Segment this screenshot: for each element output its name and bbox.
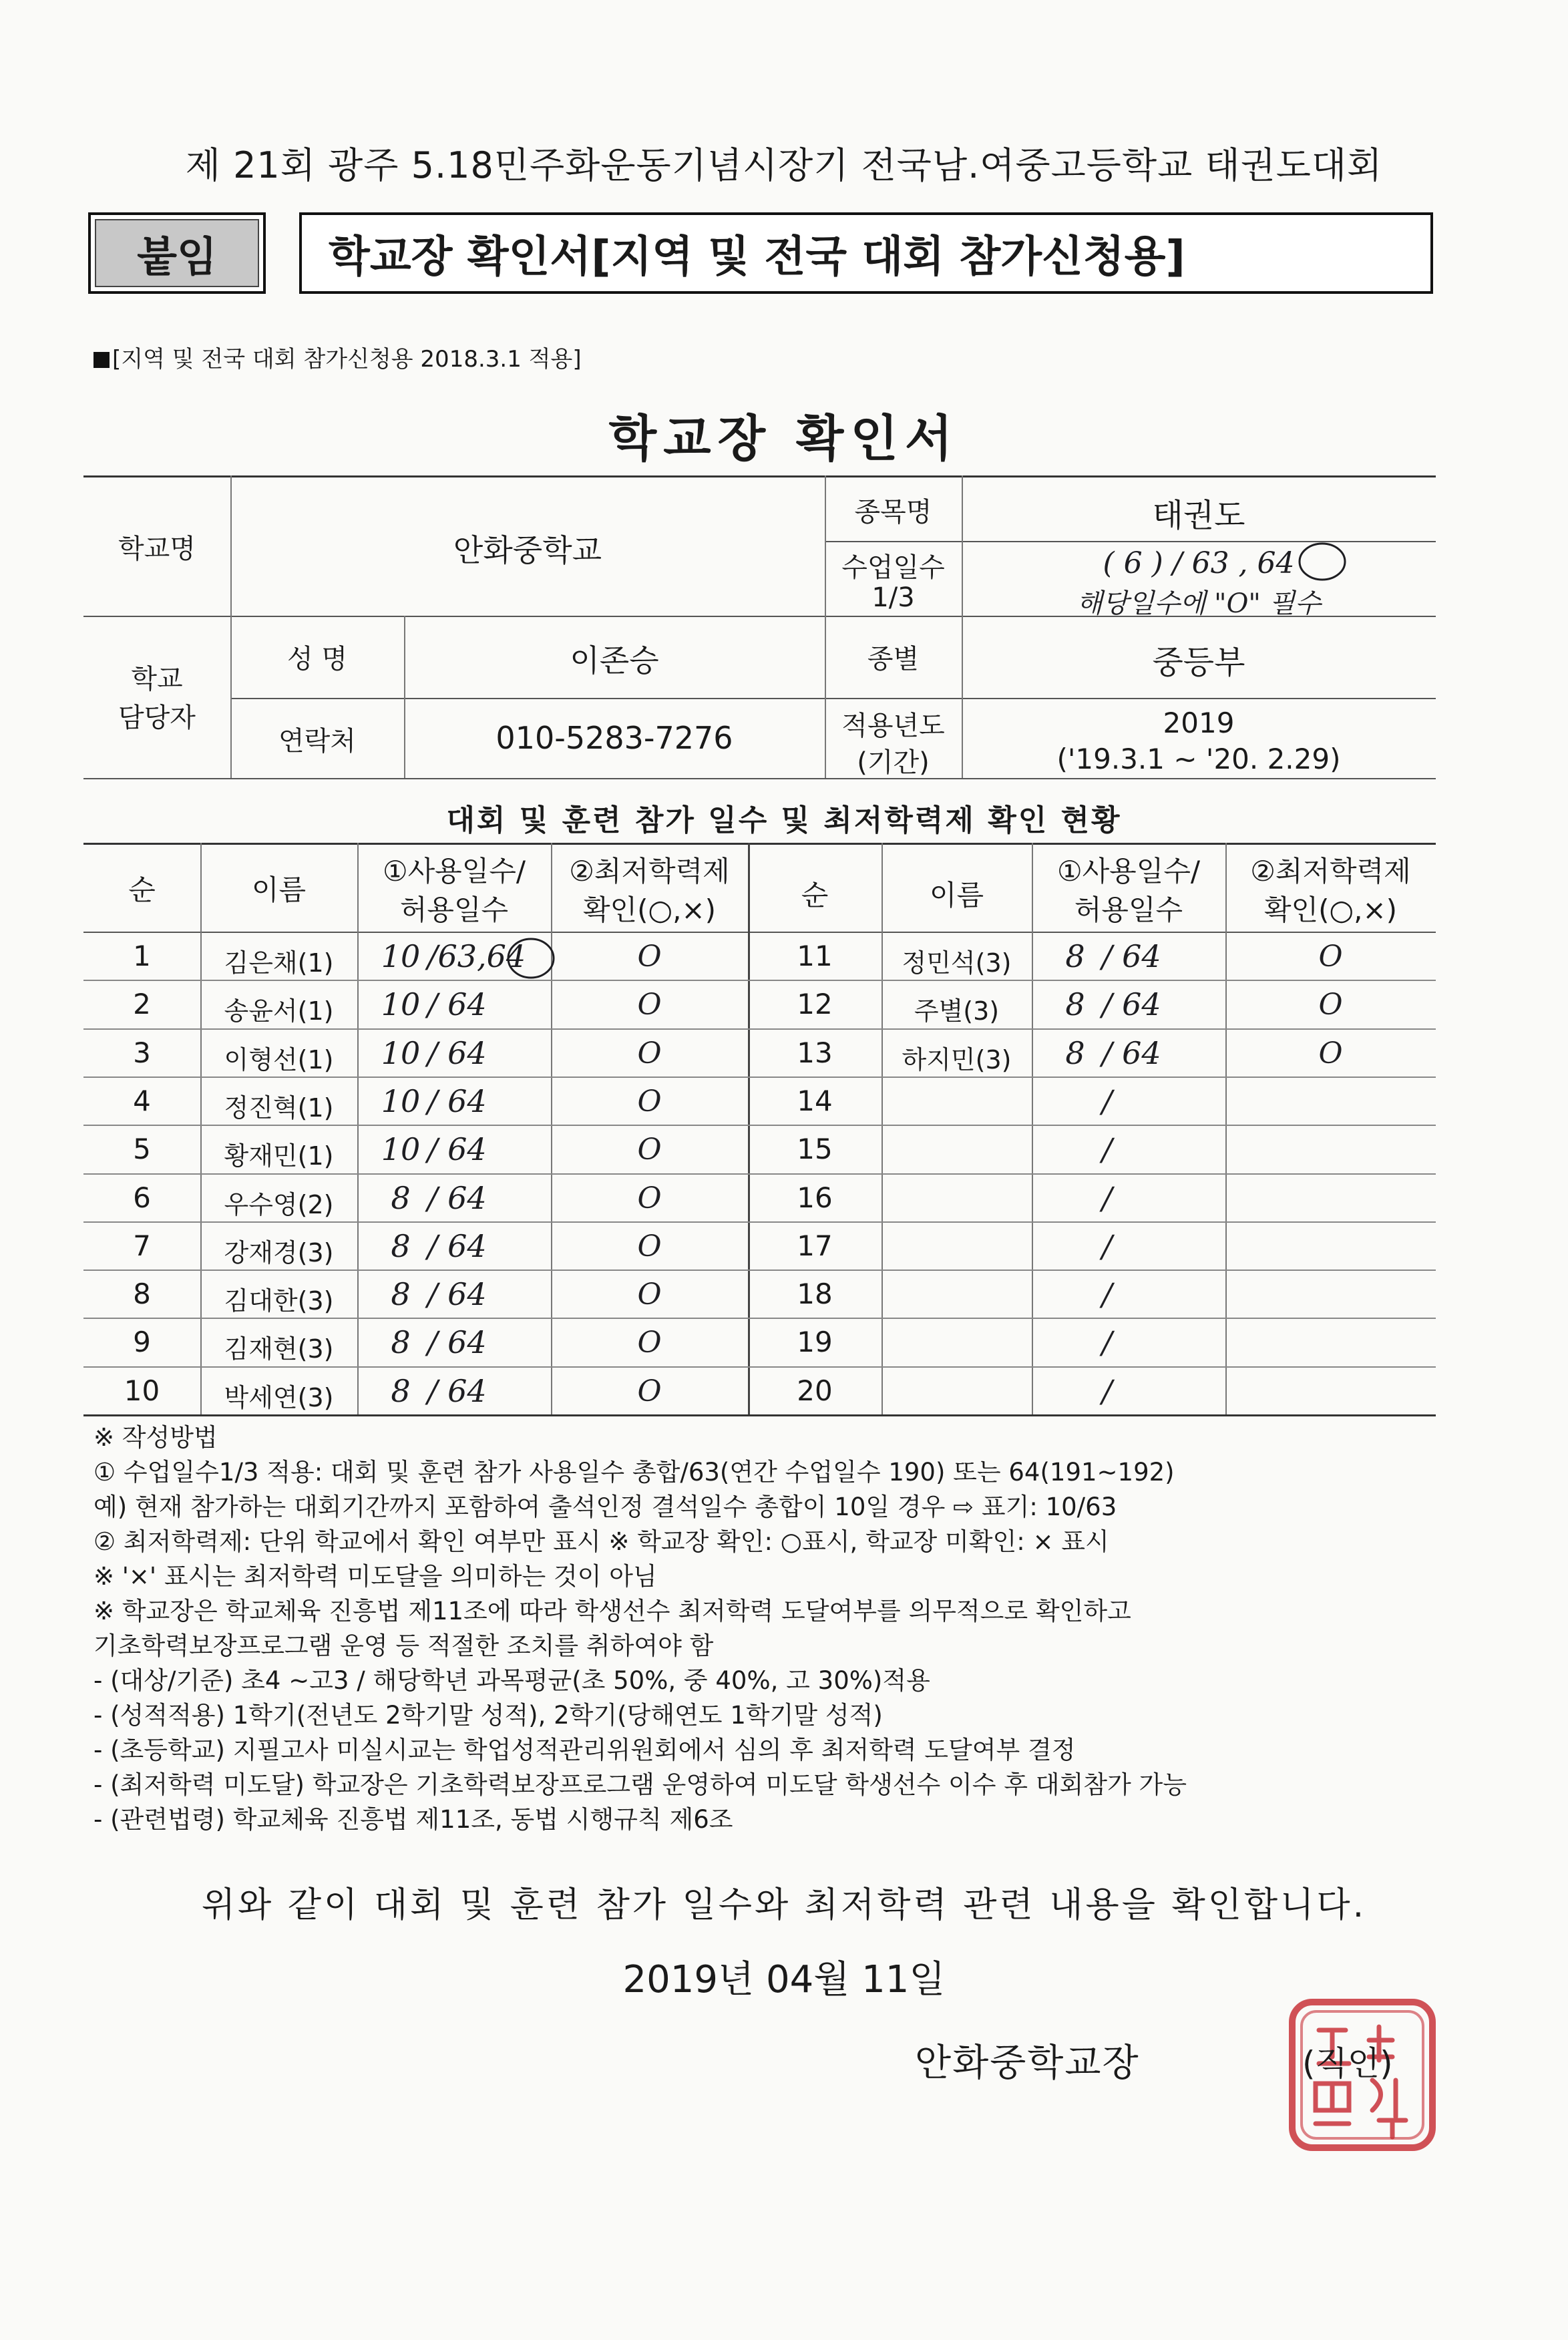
square-bullet-icon	[93, 352, 110, 368]
school-value: 안화중학교	[453, 532, 602, 568]
apply-note-text: [지역 및 전국 대회 참가신청용 2018.3.1 적용]	[112, 346, 582, 373]
row-used-days: 10	[381, 986, 421, 1023]
row-name: 송윤서(1)	[224, 996, 334, 1026]
row-name: 김은채(1)	[224, 948, 334, 978]
row-used-days: 8	[391, 1227, 411, 1264]
row-check-mark: O	[637, 1133, 662, 1167]
row-check-mark: O	[637, 1326, 662, 1360]
year-label-2: (기간)	[857, 747, 930, 778]
row-name: 김대한(3)	[224, 1286, 334, 1316]
row-allowed-days: / 64	[427, 1083, 487, 1119]
header-no-right: 순	[801, 879, 829, 912]
row-allowed-days: /	[1102, 1372, 1113, 1409]
circle-mark-icon	[504, 935, 558, 982]
writing-guide-line: 예) 현재 참가하는 대회기간까지 포함하여 출석인정 결석일수 총합이 10일 경우 ⇨ 표기: 10/63	[93, 1493, 1117, 1521]
event-label: 종목명	[854, 497, 932, 528]
circle-mark-icon	[1296, 540, 1349, 584]
writing-guide-line: ① 수업일수1/3 적용: 대회 및 훈련 참가 사용일수 총합/63(연간 수업일수 190) 또는 64(191~192)	[93, 1458, 1175, 1487]
row-check-mark: O	[637, 1374, 662, 1408]
row-allowed-days: / 64	[427, 1276, 487, 1313]
row-check-mark: O	[637, 1278, 662, 1312]
writing-guide-line: ※ '×' 표시는 최저학력 미도달을 의미하는 것이 아님	[93, 1562, 657, 1591]
row-number: 13	[797, 1036, 833, 1069]
row-divider	[83, 1125, 748, 1126]
row-used-days: 8	[391, 1276, 411, 1313]
year-value-2: ('19.3.1 ~ '20. 2.29)	[1056, 743, 1341, 775]
attachment-label-box	[88, 212, 266, 294]
row-divider	[83, 1318, 748, 1319]
days-value: ( 6 ) / 63 , 64	[1103, 546, 1295, 580]
category-label: 종별	[867, 644, 920, 674]
writing-guide-line: - (관련법령) 학교체육 진흥법 제11조, 동법 시행규칙 제6조	[93, 1805, 733, 1834]
row-used-days: 8	[391, 1372, 411, 1409]
writing-guide-line: - (성적적용) 1학기(전년도 2학기말 성적), 2학기(당해연도 1학기말 성적)	[93, 1701, 883, 1730]
row-number: 11	[797, 940, 833, 972]
apply-note	[93, 341, 582, 373]
header-check-left-2: 확인(○,×)	[582, 894, 717, 926]
row-divider	[83, 1221, 748, 1223]
row-divider	[748, 1366, 1436, 1368]
seal-label: (직인)	[1302, 2044, 1393, 2083]
header-days-left-1: ①사용일수/	[382, 855, 526, 888]
row-allowed-days: /	[1102, 1227, 1113, 1264]
row-name: 정민석(3)	[902, 948, 1012, 978]
row-divider	[83, 1028, 748, 1030]
contact-label: 연락처	[278, 726, 356, 757]
row-number: 15	[797, 1133, 833, 1166]
row-allowed-days: /	[1102, 1131, 1113, 1168]
header-name-right: 이름	[929, 879, 984, 912]
row-divider	[748, 1318, 1436, 1319]
header-days-left-2: 허용일수	[399, 894, 509, 926]
event-title: 제 21회 광주 5.18민주화운동기념시장기 전국남.여중고등학교 태권도대회	[185, 144, 1383, 186]
writing-guide-line: - (초등학교) 지필고사 미실시교는 학업성적관리위원회에서 심의 후 최저학력 도달여부 결정	[93, 1736, 1076, 1764]
school-label: 학교명	[118, 534, 196, 564]
row-allowed-days: / 64	[427, 1324, 487, 1361]
row-check-mark: O	[637, 988, 662, 1022]
document-type-title: 학교장 확인서[지역 및 전국 대회 참가신청용]	[299, 212, 1433, 294]
row-number: 18	[797, 1278, 833, 1311]
row-divider	[748, 1270, 1436, 1271]
header-check-right-1: ②최저학력제	[1250, 855, 1411, 888]
row-number: 16	[797, 1181, 833, 1214]
row-name: 정진혁(1)	[224, 1093, 334, 1123]
row-name: 이형선(1)	[224, 1044, 334, 1075]
form-title: 학교장 확인서	[608, 410, 960, 467]
row-number: 20	[797, 1374, 833, 1407]
header-days-right-2: 허용일수	[1074, 894, 1183, 926]
writing-guide-line: 기초학력보장프로그램 운영 등 적절한 조치를 취하여야 함	[93, 1631, 714, 1660]
days-note: 해당일수에 "O" 필수	[1076, 588, 1321, 619]
row-divider	[83, 1366, 748, 1368]
row-check-mark: O	[637, 1229, 662, 1263]
confirmation-date: 2019년 04월 11일	[622, 1958, 946, 2001]
row-number: 10	[124, 1374, 160, 1407]
row-used-days: 10	[381, 1034, 421, 1071]
row-divider	[748, 1125, 1436, 1126]
row-used-days: 10	[381, 938, 421, 974]
staff-label-1: 학교	[131, 664, 183, 695]
writing-guide-line: ② 최저학력제: 단위 학교에서 확인 여부만 표시 ※ 학교장 확인: ○표시, 학교장 미확인: × 표시	[93, 1527, 1109, 1556]
row-allowed-days: /	[1102, 1179, 1113, 1216]
row-used-days: 8	[1065, 1034, 1085, 1071]
row-divider	[748, 1221, 1436, 1223]
row-number: 1	[133, 940, 151, 972]
row-allowed-days: /	[1102, 1324, 1113, 1361]
row-allowed-days: / 64	[427, 1034, 487, 1071]
row-name: 우수영(2)	[224, 1189, 334, 1219]
row-check-mark: O	[1318, 1036, 1343, 1070]
staff-label-2: 담당자	[118, 703, 196, 733]
row-number: 17	[797, 1229, 833, 1262]
principal-name: 안화중학교장	[915, 2041, 1140, 2085]
row-used-days: 10	[381, 1131, 421, 1168]
row-allowed-days: /63,64	[427, 938, 526, 974]
row-number: 7	[133, 1229, 151, 1262]
row-check-mark: O	[637, 1084, 662, 1119]
row-name: 황재민(1)	[224, 1141, 334, 1171]
row-allowed-days: / 64	[427, 986, 487, 1023]
writing-guide-line: - (대상/기준) 초4 ~고3 / 해당학년 과목평균(초 50%, 중 40%, 고 30%)적용	[93, 1666, 930, 1695]
row-allowed-days: / 64	[427, 1179, 487, 1216]
row-divider	[83, 1077, 748, 1078]
row-number: 6	[133, 1181, 151, 1214]
row-used-days: 8	[391, 1324, 411, 1361]
row-name: 강재경(3)	[224, 1237, 334, 1268]
row-check-mark: O	[637, 1181, 662, 1215]
row-divider	[748, 980, 1436, 981]
header-name-left: 이름	[251, 873, 307, 906]
row-name: 박세연(3)	[224, 1382, 334, 1412]
year-label-1: 적용년도	[841, 711, 945, 741]
category-value: 중등부	[1152, 644, 1245, 681]
row-number: 8	[133, 1278, 151, 1311]
row-check-mark: O	[1318, 940, 1343, 974]
year-value-1: 2019	[1163, 707, 1235, 739]
status-title: 대회 및 훈련 참가 일수 및 최저학력제 확인 현황	[446, 803, 1122, 837]
writing-guide-heading: ※ 작성방법	[93, 1423, 218, 1452]
row-allowed-days: /	[1102, 1083, 1113, 1119]
contact-value: 010-5283-7276	[496, 720, 733, 756]
writing-guide-line: - (최저학력 미도달) 학교장은 기초학력보장프로그램 운영하여 미도달 학생선수 이수 후 대회참가 가능	[93, 1770, 1187, 1799]
row-number: 4	[133, 1084, 151, 1117]
row-allowed-days: /	[1102, 1276, 1113, 1313]
confirmation-statement: 위와 같이 대회 및 훈련 참가 일수와 최저학력 관련 내용을 확인합니다.	[201, 1885, 1367, 1925]
row-allowed-days: / 64	[427, 1131, 487, 1168]
row-number: 3	[133, 1036, 151, 1069]
row-used-days: 8	[391, 1179, 411, 1216]
row-check-mark: O	[1318, 988, 1343, 1022]
row-number: 5	[133, 1133, 151, 1166]
header-no-left: 순	[128, 873, 156, 906]
row-divider	[748, 1173, 1436, 1175]
row-allowed-days: / 64	[427, 1372, 487, 1409]
days-label-1: 수업일수	[841, 552, 945, 583]
row-used-days: 8	[1065, 986, 1085, 1023]
row-allowed-days: / 64	[427, 1227, 487, 1264]
row-name: 주별(3)	[914, 996, 1000, 1026]
name-label: 성 명	[287, 644, 347, 674]
row-number: 19	[797, 1326, 833, 1359]
row-used-days: 8	[1065, 938, 1085, 974]
row-used-days: 10	[381, 1083, 421, 1119]
row-name: 하지민(3)	[902, 1044, 1012, 1075]
header-days-right-1: ①사용일수/	[1056, 855, 1201, 888]
row-divider	[83, 1270, 748, 1271]
row-divider	[83, 1173, 748, 1175]
row-allowed-days: / 64	[1102, 1034, 1161, 1071]
event-value: 태권도	[1152, 497, 1245, 534]
row-number: 12	[797, 988, 833, 1021]
row-check-mark: O	[637, 940, 662, 974]
row-divider	[83, 980, 748, 981]
row-number: 14	[797, 1084, 833, 1117]
attachment-label: 붙임	[95, 219, 259, 287]
row-number: 9	[133, 1326, 151, 1359]
row-allowed-days: / 64	[1102, 986, 1161, 1023]
writing-guide-line: ※ 학교장은 학교체육 진흥법 제11조에 따라 학생선수 최저학력 도달여부를 의무적으로 확인하고	[93, 1597, 1131, 1625]
row-allowed-days: / 64	[1102, 938, 1161, 974]
row-divider	[748, 1028, 1436, 1030]
header-check-left-1: ②최저학력제	[569, 855, 730, 888]
row-check-mark: O	[637, 1036, 662, 1070]
row-number: 2	[133, 988, 151, 1021]
name-value: 이존승	[570, 642, 659, 678]
days-label-2: 1/3	[871, 582, 915, 613]
row-divider	[748, 1077, 1436, 1078]
row-name: 김재현(3)	[224, 1334, 334, 1364]
header-check-right-2: 확인(○,×)	[1263, 894, 1398, 926]
